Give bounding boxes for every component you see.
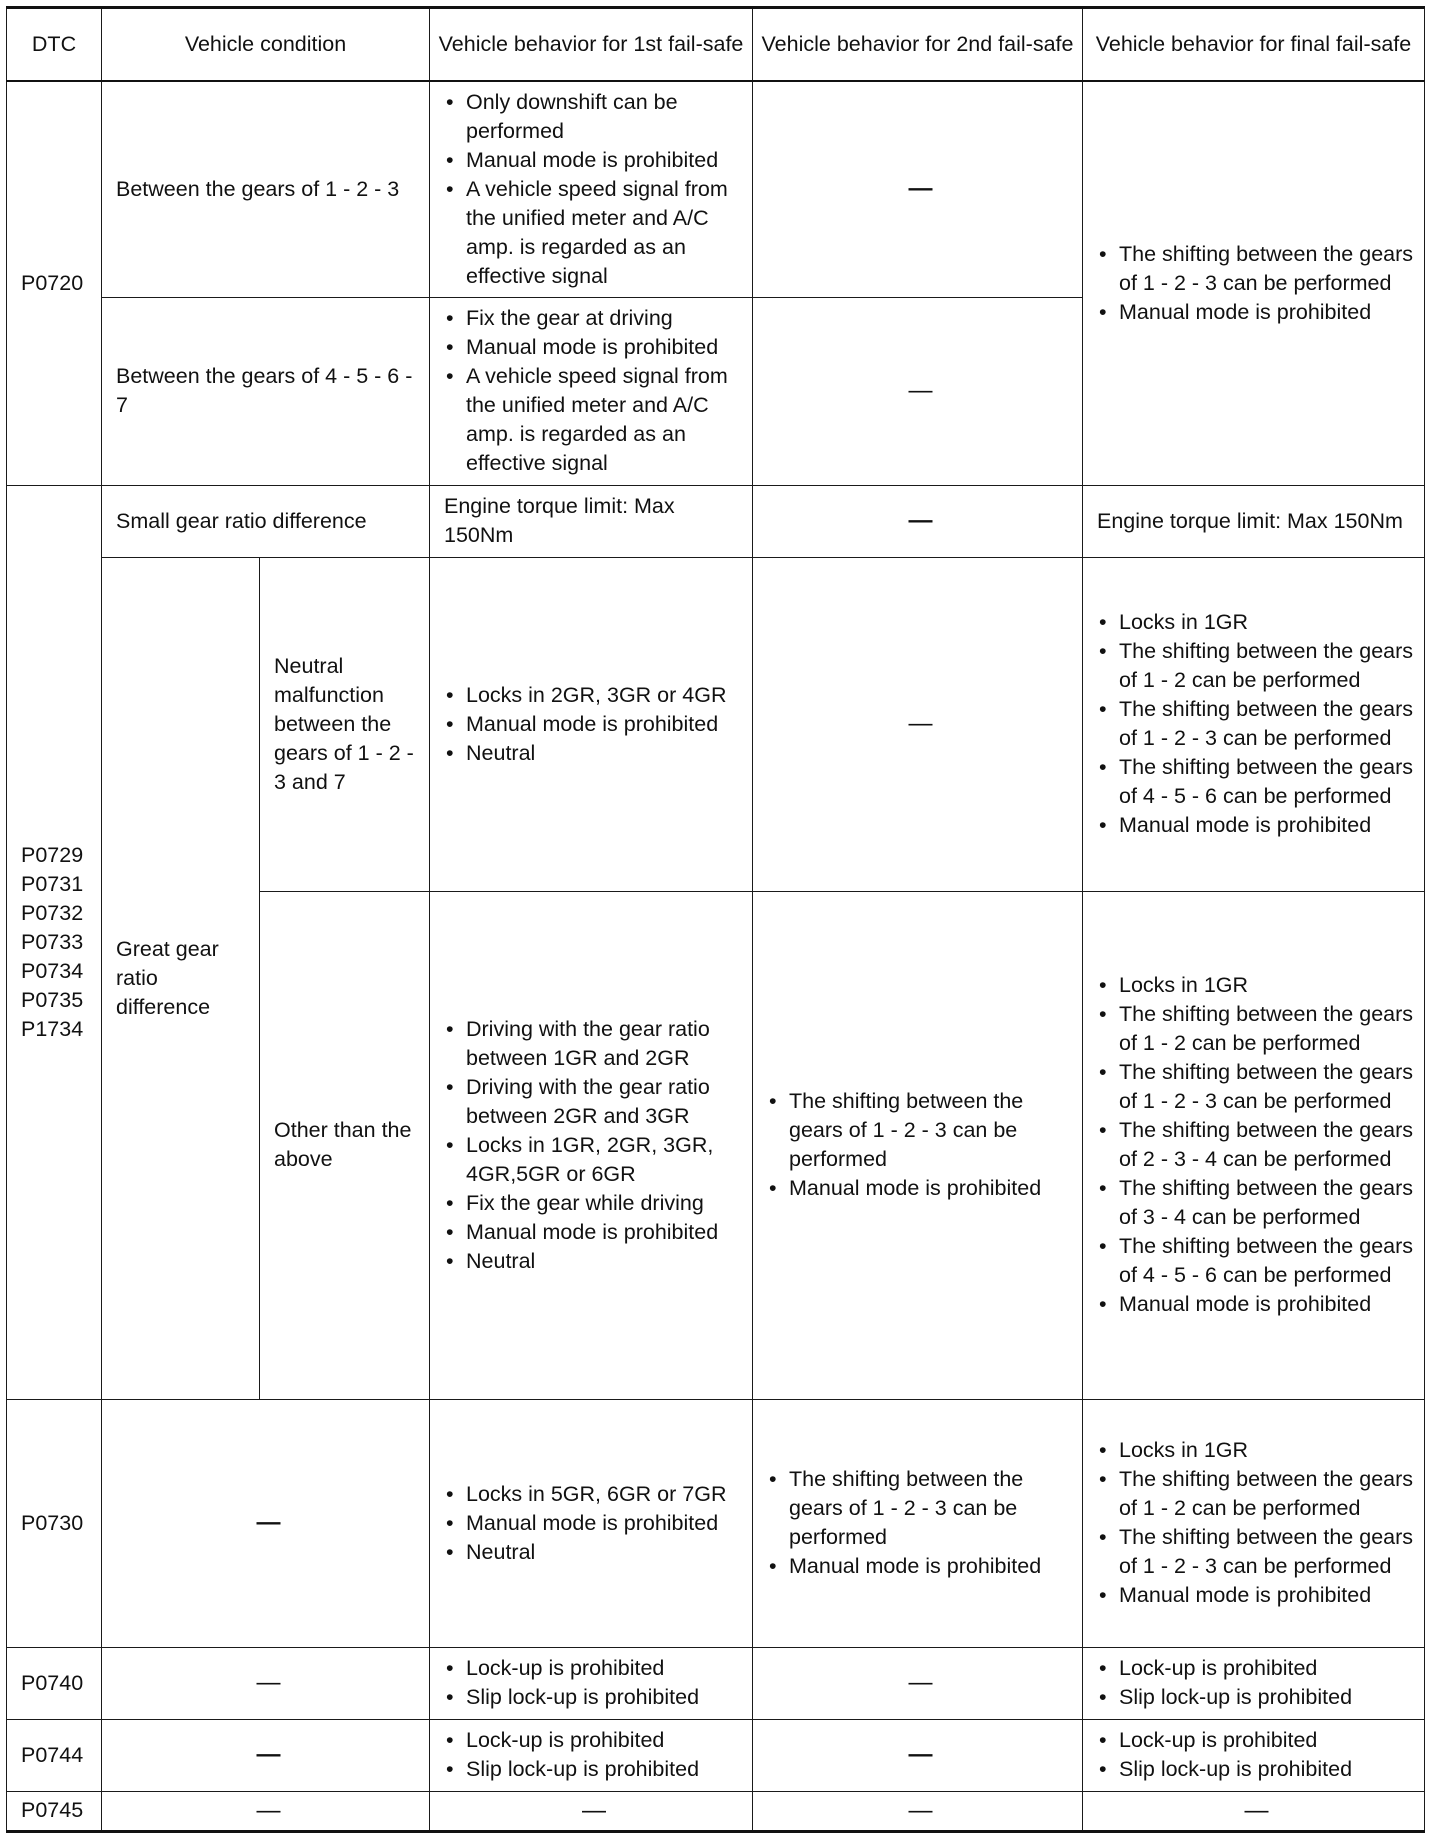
vehicle-condition (102, 1647, 430, 1719)
dash-value: — (908, 507, 933, 534)
list-item: • Locks in 1GR (1097, 1436, 1416, 1465)
bullet-list (444, 1015, 744, 1276)
bullet-list (444, 304, 744, 478)
dash-value: — (908, 1669, 933, 1696)
dtc-code: P0730 (7, 1399, 102, 1647)
list-item: • Lock-up is prohibited (444, 1654, 744, 1683)
fail-safe-table (6, 6, 1425, 1833)
list-item: • Manual mode is prohibited (444, 1509, 744, 1538)
list-item: • Manual mode is prohibited (444, 710, 744, 739)
second-fail-safe-cell (753, 1647, 1083, 1719)
dash-value: — (256, 1509, 281, 1536)
bullet-list (767, 1087, 1074, 1203)
list-item: • Manual mode is prohibited (444, 333, 744, 362)
first-fail-safe-cell (430, 1791, 753, 1831)
list-item: • The shifting between the gears of 1 - 2 - 3 can be performed (1097, 1523, 1416, 1581)
first-fail-safe-cell (430, 891, 753, 1399)
dtc-code: P0733 (21, 929, 84, 954)
dash-value: — (908, 1796, 933, 1824)
dtc-code: P0729 (21, 842, 84, 867)
first-fail-safe-cell (430, 81, 753, 297)
dtc-code: P1734 (21, 1016, 84, 1041)
dash-value: — (908, 175, 933, 203)
second-fail-safe-cell (753, 297, 1083, 485)
list-item: • Only downshift can be performed (444, 88, 744, 146)
bullet-list (444, 681, 744, 768)
list-item: • The shifting between the gears of 1 - 2 - 3 can be performed (1097, 695, 1416, 753)
bullet-list (1097, 1654, 1416, 1712)
list-item: • Lock-up is prohibited (1097, 1654, 1416, 1683)
dtc-code: P0745 (7, 1791, 102, 1831)
bullet-list (444, 1480, 744, 1567)
dash-value: — (908, 377, 933, 404)
bullet-list (1097, 1726, 1416, 1784)
first-fail-safe-cell (430, 1399, 753, 1647)
dtc-code: P0740 (7, 1647, 102, 1719)
dash-value: — (1244, 1796, 1269, 1824)
list-item: • Neutral (444, 1538, 744, 1567)
vehicle-condition: Great gear ratio difference (102, 557, 260, 1399)
list-item: • Locks in 5GR, 6GR or 7GR (444, 1480, 744, 1509)
list-item: • Manual mode is prohibited (444, 1218, 744, 1247)
list-item: • Slip lock-up is prohibited (1097, 1755, 1416, 1784)
final-fail-safe-cell (1083, 81, 1425, 485)
vehicle-condition: Between the gears of 4 - 5 - 6 - 7 (102, 297, 430, 485)
list-item: • The shifting between the gears of 1 - 2 can be performed (1097, 1465, 1416, 1523)
bullet-list (1097, 240, 1416, 327)
list-item: • The shifting between the gears of 2 - 3 - 4 can be performed (1097, 1116, 1416, 1174)
dtc-code: P0744 (7, 1719, 102, 1791)
bullet-list (444, 1726, 744, 1784)
vehicle-sub-condition: Neutral malfunction between the gears of 1 - 2 - 3 and 7 (260, 557, 430, 891)
list-item: • Driving with the gear ratio between 1GR and 2GR (444, 1015, 744, 1073)
first-fail-safe-cell (430, 1647, 753, 1719)
dtc-code: P0735 (21, 987, 84, 1012)
dash-value: — (908, 1741, 933, 1768)
list-item: • Fix the gear while driving (444, 1189, 744, 1218)
list-item: • Lock-up is prohibited (444, 1726, 744, 1755)
header-dtc: DTC (7, 8, 102, 82)
dtc-code: P0732 (21, 900, 84, 925)
list-item: • A vehicle speed signal from the unified meter and A/C amp. is regarded as an effective signal (444, 362, 744, 478)
vehicle-condition: Between the gears of 1 - 2 - 3 (102, 81, 430, 297)
final-fail-safe-cell (1083, 1719, 1425, 1791)
final-fail-safe-cell: Engine torque limit: Max 150Nm (1083, 485, 1425, 557)
header-second-fail-safe: Vehicle behavior for 2nd fail-safe (753, 8, 1083, 82)
bullet-list (444, 88, 744, 291)
second-fail-safe-cell (753, 1399, 1083, 1647)
header-final-fail-safe: Vehicle behavior for final fail-safe (1083, 8, 1425, 82)
list-item: • The shifting between the gears of 4 - 5 - 6 can be performed (1097, 1232, 1416, 1290)
final-fail-safe-cell (1083, 1791, 1425, 1831)
table-row (7, 1791, 1425, 1831)
vehicle-condition (102, 1719, 430, 1791)
dtc-code: P0720 (7, 81, 102, 485)
list-item: • Lock-up is prohibited (1097, 1726, 1416, 1755)
list-item: • Slip lock-up is prohibited (1097, 1683, 1416, 1712)
list-item: • Locks in 1GR, 2GR, 3GR, 4GR,5GR or 6GR (444, 1131, 744, 1189)
vehicle-condition (102, 1791, 430, 1831)
list-item: • Manual mode is prohibited (1097, 298, 1416, 327)
table-row (7, 557, 1425, 891)
dtc-code: P0731 (21, 871, 84, 896)
list-item: • Manual mode is prohibited (767, 1174, 1074, 1203)
final-fail-safe-cell (1083, 891, 1425, 1399)
final-fail-safe-cell (1083, 557, 1425, 891)
vehicle-condition: Small gear ratio difference (102, 485, 430, 557)
list-item: • Manual mode is prohibited (1097, 1290, 1416, 1319)
dtc-code-list (7, 485, 102, 1399)
list-item: • The shifting between the gears of 1 - 2 can be performed (1097, 1000, 1416, 1058)
first-fail-safe-cell (430, 297, 753, 485)
list-item: • The shifting between the gears of 1 - 2 - 3 can be performed (767, 1087, 1074, 1174)
list-item: • Neutral (444, 739, 744, 768)
list-item: • Manual mode is prohibited (444, 146, 744, 175)
bullet-list (767, 1465, 1074, 1581)
bullet-list (1097, 1436, 1416, 1610)
list-item: • Neutral (444, 1247, 744, 1276)
vehicle-condition (102, 1399, 430, 1647)
bullet-list (1097, 608, 1416, 840)
list-item: • Locks in 1GR (1097, 608, 1416, 637)
dash-value: — (582, 1796, 606, 1824)
list-item: • The shifting between the gears of 1 - 2 - 3 can be performed (1097, 240, 1416, 298)
second-fail-safe-cell (753, 1719, 1083, 1791)
first-fail-safe-cell: Engine torque limit: Max 150Nm (430, 485, 753, 557)
dtc-codes (21, 841, 93, 1044)
final-fail-safe-cell (1083, 1399, 1425, 1647)
dtc-code: P0734 (21, 958, 84, 983)
table-row (7, 1719, 1425, 1791)
list-item: • A vehicle speed signal from the unified meter and A/C amp. is regarded as an effective signal (444, 175, 744, 291)
second-fail-safe-cell (753, 81, 1083, 297)
second-fail-safe-cell (753, 1791, 1083, 1831)
list-item: • Locks in 2GR, 3GR or 4GR (444, 681, 744, 710)
list-item: • Slip lock-up is prohibited (444, 1683, 744, 1712)
list-item: • Driving with the gear ratio between 2GR and 3GR (444, 1073, 744, 1131)
header-row (7, 8, 1425, 82)
header-vehicle-condition: Vehicle condition (102, 8, 430, 82)
dash-value: — (256, 1796, 281, 1824)
second-fail-safe-cell (753, 557, 1083, 891)
list-item: • The shifting between the gears of 1 - 2 can be performed (1097, 637, 1416, 695)
list-item: • The shifting between the gears of 4 - 5 - 6 can be performed (1097, 753, 1416, 811)
first-fail-safe-cell (430, 557, 753, 891)
header-first-fail-safe: Vehicle behavior for 1st fail-safe (430, 8, 753, 82)
table-row (7, 485, 1425, 557)
list-item: • The shifting between the gears of 3 - 4 can be performed (1097, 1174, 1416, 1232)
dash-value: — (256, 1741, 281, 1768)
second-fail-safe-cell (753, 485, 1083, 557)
list-item: • Manual mode is prohibited (1097, 811, 1416, 840)
table-row (7, 1399, 1425, 1647)
table-row (7, 81, 1425, 297)
bullet-list (1097, 971, 1416, 1319)
list-item: • Slip lock-up is prohibited (444, 1755, 744, 1784)
list-item: • The shifting between the gears of 1 - 2 - 3 can be performed (1097, 1058, 1416, 1116)
final-fail-safe-cell (1083, 1647, 1425, 1719)
table-row (7, 1647, 1425, 1719)
list-item: • Fix the gear at driving (444, 304, 744, 333)
list-item: • The shifting between the gears of 1 - 2 - 3 can be performed (767, 1465, 1074, 1552)
list-item: • Locks in 1GR (1097, 971, 1416, 1000)
list-item: • Manual mode is prohibited (767, 1552, 1074, 1581)
list-item: • Manual mode is prohibited (1097, 1581, 1416, 1610)
bullet-list (444, 1654, 744, 1712)
first-fail-safe-cell (430, 1719, 753, 1791)
dash-value: — (908, 710, 933, 737)
second-fail-safe-cell (753, 891, 1083, 1399)
vehicle-sub-condition: Other than the above (260, 891, 430, 1399)
dash-value: — (256, 1669, 281, 1696)
